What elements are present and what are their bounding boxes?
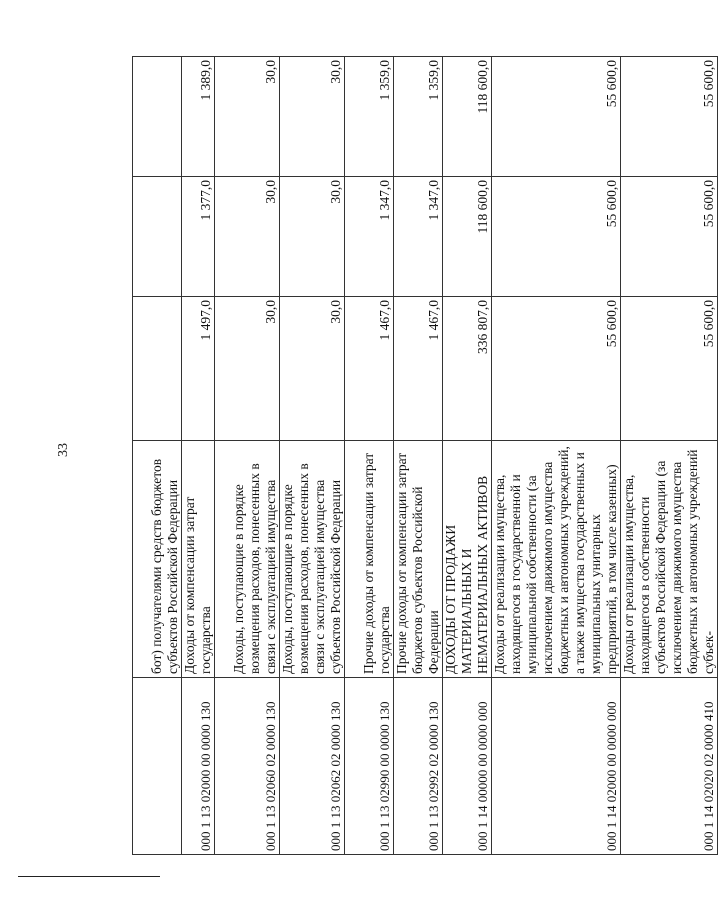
table-row xyxy=(345,57,394,855)
row-value-2: 55 600,0 xyxy=(621,177,718,297)
row-code: 000 1 13 02000 00 0000 130 xyxy=(182,678,215,855)
table-row xyxy=(443,57,492,855)
row-name: Доходы, поступающие в порядке возмещения расходов, понесенных в связи с эксплуатацией имущества xyxy=(215,441,280,678)
row-code: 000 1 13 02062 02 0000 130 xyxy=(280,678,345,855)
row-value-1: 55 600,0 xyxy=(492,297,621,441)
row-code xyxy=(133,678,182,855)
row-value-1: 30,0 xyxy=(215,297,280,441)
row-value-2: 118 600,0 xyxy=(443,177,492,297)
row-value-1: 55 600,0 xyxy=(621,297,718,441)
row-name: бот) получателями средств бюджетов субъектов Российской Федерации xyxy=(133,441,182,678)
row-value-1: 1 497,0 xyxy=(182,297,215,441)
row-value-1: 30,0 xyxy=(280,297,345,441)
row-code: 000 1 13 02060 02 0000 130 xyxy=(215,678,280,855)
row-value-3: 30,0 xyxy=(280,57,345,177)
row-value-2: 30,0 xyxy=(280,177,345,297)
row-value-1: 1 467,0 xyxy=(345,297,394,441)
row-value-2: 1 347,0 xyxy=(345,177,394,297)
table-row xyxy=(621,57,718,855)
row-value-1: 1 467,0 xyxy=(394,297,443,441)
row-value-2: 1 347,0 xyxy=(394,177,443,297)
page-number: 33 xyxy=(56,443,71,457)
row-value-3: 1 359,0 xyxy=(345,57,394,177)
row-value-2: 30,0 xyxy=(215,177,280,297)
row-value-2: 55 600,0 xyxy=(492,177,621,297)
row-name: Доходы от компенсации затрат государства xyxy=(182,441,215,678)
row-value-3: 1 389,0 xyxy=(182,57,215,177)
budget-revenue-table xyxy=(132,56,718,855)
table-row xyxy=(394,57,443,855)
rotated-table-wrapper xyxy=(132,57,718,855)
row-code: 000 1 13 02990 00 0000 130 xyxy=(345,678,394,855)
row-value-2 xyxy=(133,177,182,297)
row-code: 000 1 14 02020 02 0000 410 xyxy=(621,678,718,855)
table-row xyxy=(182,57,215,855)
table-row xyxy=(133,57,182,855)
row-code: 000 1 14 02000 00 0000 000 xyxy=(492,678,621,855)
table-row xyxy=(280,57,345,855)
row-name: Прочие доходы от компенсации затрат бюджетов субъектов Российской Федерации xyxy=(394,441,443,678)
footnote-separator-line xyxy=(18,876,160,877)
row-code: 000 1 13 02992 02 0000 130 xyxy=(394,678,443,855)
row-value-3: 30,0 xyxy=(215,57,280,177)
row-name: Прочие доходы от компенсации затрат государства xyxy=(345,441,394,678)
row-value-2: 1 377,0 xyxy=(182,177,215,297)
row-name: Доходы, поступающие в порядке возмещения расходов, понесенных в связи с эксплуатацией имущества субъектов Российской Федерации xyxy=(280,441,345,678)
row-name: ДОХОДЫ ОТ ПРОДАЖИ МАТЕРИАЛЬНЫХ И НЕМАТЕРИАЛЬНЫХ АКТИВОВ xyxy=(443,441,492,678)
row-value-1: 336 807,0 xyxy=(443,297,492,441)
row-name: Доходы от реализации имущества, находящегося в государственной и муниципальной собственности (за исключением движимого имущества бюджетных и автономных учреждений, а также имущества государственных и муниципальных унитарных предприятий, в том числе казенных) xyxy=(492,441,621,678)
row-value-3 xyxy=(133,57,182,177)
row-value-3: 55 600,0 xyxy=(621,57,718,177)
row-code: 000 1 14 00000 00 0000 000 xyxy=(443,678,492,855)
row-value-3: 55 600,0 xyxy=(492,57,621,177)
table-row xyxy=(492,57,621,855)
row-name: Доходы от реализации имущества, находящегося в собственности субъектов Российской Федерации (за исключением движимого имущества бюджетных и автономных учреждений субъек- xyxy=(621,441,718,678)
row-value-3: 1 359,0 xyxy=(394,57,443,177)
row-value-3: 118 600,0 xyxy=(443,57,492,177)
row-value-1 xyxy=(133,297,182,441)
table-row xyxy=(215,57,280,855)
